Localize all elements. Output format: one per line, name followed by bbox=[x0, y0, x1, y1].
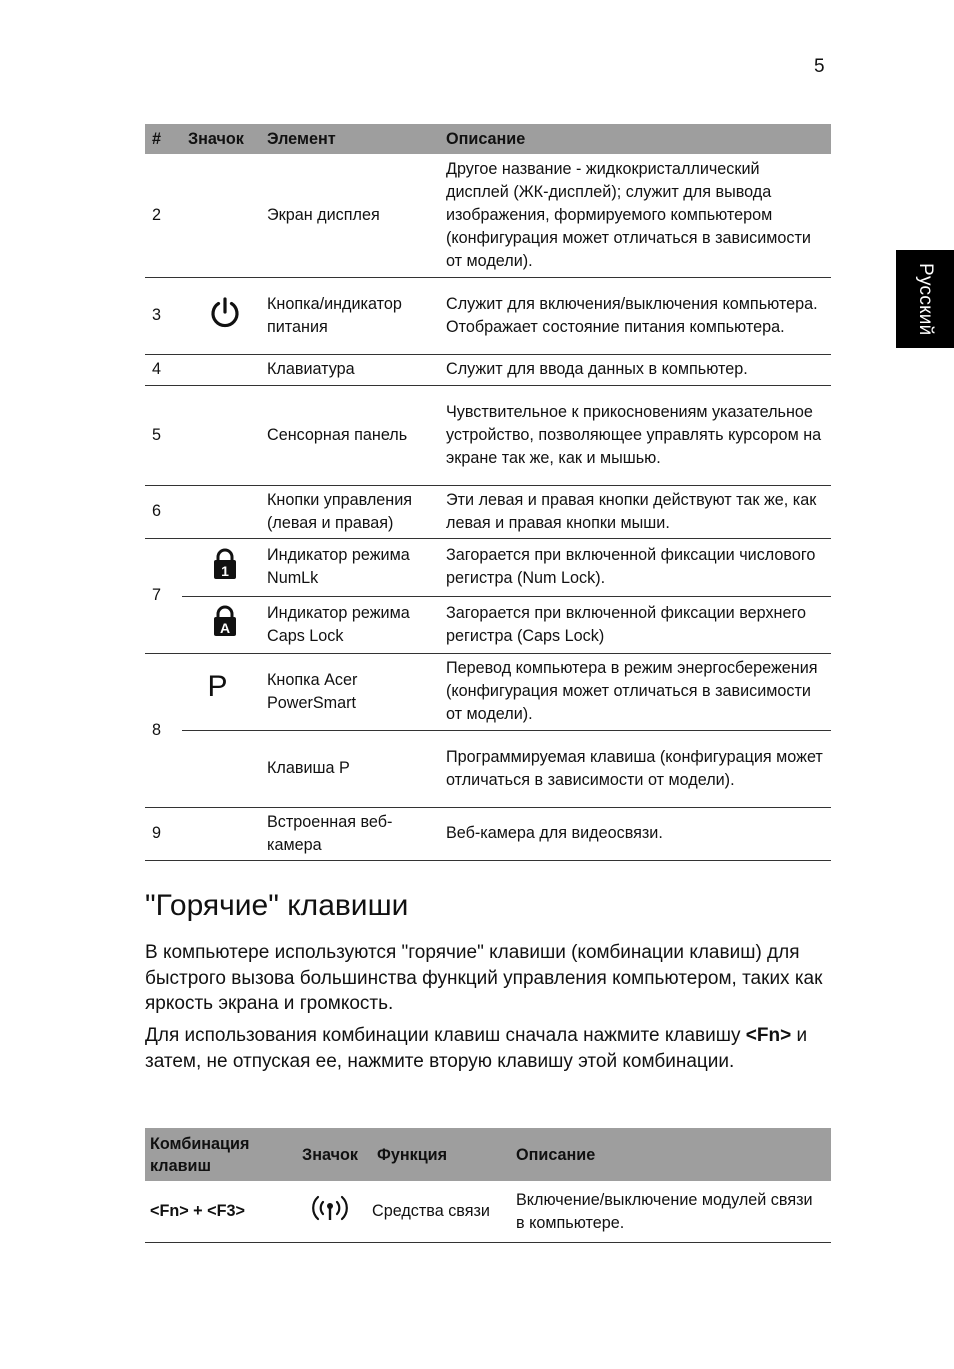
row-icon-cell bbox=[182, 730, 267, 807]
table-row bbox=[145, 807, 831, 860]
row-icon-cell bbox=[182, 653, 267, 730]
header-icon: Значок bbox=[288, 1128, 372, 1181]
numlock-icon bbox=[212, 548, 238, 587]
row-element: Клавиша P bbox=[267, 759, 350, 777]
instruction-text-end: и затем, не отпуская ее, нажмите вторую клавишу этой комбинации. bbox=[145, 1025, 808, 1072]
row-description: Другое название - жидкокристаллический дисплей (ЖК-дисплей); служит для вывода изображения, формируемого компьютером (конфигурация может отличаться в зависимости от модели). bbox=[446, 159, 811, 270]
row-num: 4 bbox=[152, 360, 162, 378]
table-row bbox=[145, 730, 831, 807]
table-row bbox=[145, 354, 831, 385]
row-icon-cell bbox=[182, 538, 267, 596]
hotkey-combination: <Fn> + <F3> bbox=[145, 1181, 288, 1243]
row-description: Перевод компьютера в режим энергосбережения (конфигурация может отличаться в зависимости от модели). bbox=[446, 659, 818, 723]
hotkeys-table-header bbox=[145, 1128, 831, 1181]
powersmart-icon: P bbox=[207, 670, 228, 703]
hotkeys-table bbox=[145, 1128, 831, 1243]
row-icon-cell bbox=[182, 385, 267, 485]
row-element: Сенсорная панель bbox=[267, 425, 408, 444]
row-description: Программируемая клавиша (конфигурация может отличаться в зависимости от модели). bbox=[446, 747, 823, 789]
row-num: 2 bbox=[152, 205, 162, 224]
language-side-tab-label: Русский bbox=[915, 262, 936, 336]
svg-text:A: A bbox=[219, 620, 230, 636]
row-element: Клавиатура bbox=[267, 360, 355, 378]
row-element: Экран дисплея bbox=[267, 205, 380, 224]
components-table bbox=[145, 124, 831, 861]
components-table-header bbox=[145, 124, 831, 154]
row-element: Индикатор режима Caps Lock bbox=[267, 603, 410, 645]
row-num: 7 bbox=[152, 586, 162, 604]
table-row bbox=[145, 385, 831, 485]
row-description: Служит для включения/выключения компьютера. Отображает состояние питания компьютера. bbox=[446, 294, 818, 336]
row-description: Загорается при включенной фиксации верхнего регистра (Caps Lock) bbox=[446, 603, 807, 645]
table-row bbox=[145, 538, 831, 596]
row-element: Кнопка Acer PowerSmart bbox=[267, 670, 358, 712]
row-description: Веб-камера для видеосвязи. bbox=[446, 824, 663, 842]
table-row bbox=[145, 653, 831, 730]
hotkey-function: Средства связи bbox=[372, 1181, 516, 1243]
row-num: 5 bbox=[152, 425, 162, 444]
table-row bbox=[145, 277, 831, 354]
svg-text:1: 1 bbox=[220, 562, 229, 579]
fn-key-label: <Fn> bbox=[745, 1025, 792, 1046]
header-description: Описание bbox=[446, 124, 831, 154]
table-row bbox=[145, 154, 831, 277]
row-element: Кнопки управления (левая и правая) bbox=[267, 490, 413, 532]
capslock-icon bbox=[212, 605, 238, 644]
language-side-tab bbox=[896, 250, 954, 348]
row-icon-cell bbox=[182, 596, 267, 653]
wireless-icon bbox=[310, 1193, 350, 1230]
intro-paragraph: В компьютере используются "горячие" клавиши (комбинации клавиш) для быстрого вызова большинства функций управления компьютером, таких как яркость экрана и громкость. bbox=[145, 942, 823, 1014]
power-icon bbox=[208, 295, 242, 336]
row-icon-cell bbox=[182, 485, 267, 538]
page-number: 5 bbox=[814, 56, 825, 77]
header-element: Элемент bbox=[267, 124, 446, 154]
instruction-text-start: Для использования комбинации клавиш сначала нажмите клавишу bbox=[145, 1025, 746, 1046]
header-num: # bbox=[145, 124, 182, 154]
row-element: Встроенная веб-камера bbox=[267, 812, 393, 854]
row-num: 9 bbox=[152, 824, 162, 842]
header-function: Функция bbox=[372, 1128, 516, 1181]
header-description: Описание bbox=[516, 1128, 831, 1181]
row-icon-cell bbox=[182, 277, 267, 354]
table-row bbox=[145, 1181, 831, 1243]
row-icon-cell bbox=[182, 154, 267, 277]
row-num: 8 bbox=[152, 720, 162, 739]
row-description: Загорается при включенной фиксации числового регистра (Num Lock). bbox=[446, 546, 816, 587]
row-description: Служит для ввода данных в компьютер. bbox=[446, 360, 748, 378]
hotkey-description: Включение/выключение модулей связи в компьютере. bbox=[516, 1181, 831, 1243]
row-num: 6 bbox=[152, 502, 162, 520]
row-description: Чувствительное к прикосновениям указательное устройство, позволяющее управлять курсором на экране так же, как и мышью. bbox=[446, 402, 822, 467]
row-icon-cell bbox=[288, 1181, 372, 1243]
row-num: 3 bbox=[152, 306, 162, 324]
row-description: Эти левая и правая кнопки действуют так же, как левая и правая кнопки мыши. bbox=[446, 490, 817, 532]
row-icon-cell bbox=[182, 354, 267, 385]
row-icon-cell bbox=[182, 807, 267, 860]
instruction-paragraph bbox=[145, 1023, 835, 1074]
section-title: "Горячие" клавиши bbox=[145, 889, 409, 922]
header-combination: Комбинация клавиш bbox=[145, 1128, 288, 1181]
table-row bbox=[145, 485, 831, 538]
row-element: Индикатор режима NumLk bbox=[267, 546, 410, 587]
row-element: Кнопка/индикатор питания bbox=[267, 294, 402, 336]
table-row bbox=[145, 596, 831, 653]
header-icon: Значок bbox=[182, 124, 267, 154]
